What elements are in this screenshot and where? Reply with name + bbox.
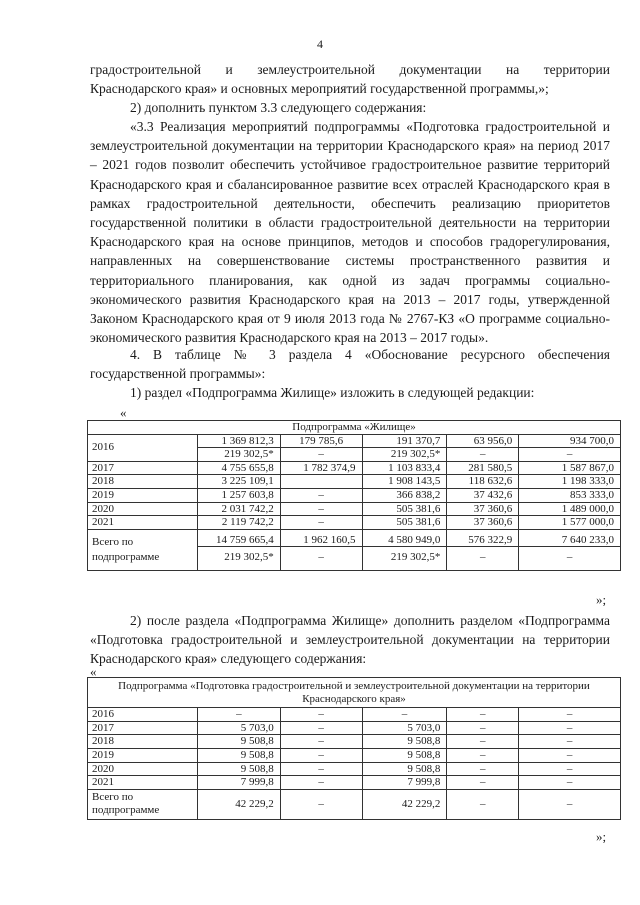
text-item-2-add-point: 2) дополнить пунктом 3.3 следующего содержания: xyxy=(130,100,427,115)
text-line-2: Краснодарского края» и основных мероприятий государственной программы,»; xyxy=(90,81,549,96)
table-row: 2016 – – – – – xyxy=(88,708,621,722)
table-total-row: 219 302,5* – 219 302,5* – – xyxy=(88,547,621,571)
paragraph-item-4: 4. В таблице № 3 раздела 4 «Обоснование ресурсного обеспечения государственной программы»: xyxy=(90,347,610,382)
text-item-1-housing: 1) раздел «Подпрограмма Жилище» изложить в следующей редакции: xyxy=(130,385,535,400)
table-total-row: Всего по подпрограмме 42 229,2 – 42 229,2 – – xyxy=(88,789,621,819)
table-row: 219 302,5* – 219 302,5* – – xyxy=(88,448,621,462)
table-row: 2021 7 999,8 – 7 999,8 – – xyxy=(88,776,621,790)
close-quote-1: »; xyxy=(596,592,607,607)
table-row: 2020 2 031 742,2 – 505 381,6 37 360,6 1 489 000,0 xyxy=(88,502,621,516)
page-number: 4 xyxy=(317,37,323,51)
close-quote-2: »; xyxy=(596,829,607,844)
table-row: 2018 3 225 109,1 1 908 143,5 118 632,6 1 198 333,0 xyxy=(88,475,621,489)
open-quote-1: « xyxy=(120,405,127,420)
table-row: 2018 9 508,8 – 9 508,8 – – xyxy=(88,735,621,749)
open-quote-2: « xyxy=(90,664,97,679)
housing-subprogram-table xyxy=(87,420,621,571)
table2-title: Подпрограмма «Подготовка градостроительной и землеустроительной документации на территории Краснодарского края» xyxy=(88,678,621,708)
paragraph-3-3: «3.3 Реализация мероприятий подпрограммы «Подготовка градостроительной и землеустроительной документации на территории Краснодарского края» на период 2017 – 2021 годов позволит обеспечить устойчивое градостроительное развитие территорий Краснодарского края и сбалансированное развитие всех отраслей Краснодарского края в рамках градостроительной деятельности, обеспечить реализацию приоритетов государственной политики в области градостроительной деятельности на территории Краснодарского края на основе принципов, методов и способов градорегулирования, направленных на совершенствование системы пространственного развития и территориального планирования, как одной из задач программы социально-экономического развития Краснодарского края на 2013 – 2017 годы, утвержденной Законом Краснодарского края от 9 июля 2013 года № 2767-КЗ «О программе социально-экономического развития Краснодарского края на 2013 – 2017 годы». xyxy=(90,119,610,346)
table-row: 2016 1 369 812,3 179 785,6 191 370,7 63 956,0 934 700,0 xyxy=(88,434,621,448)
table-total-row: Всего по подпрограмме 14 759 665,4 1 962 160,5 4 580 949,0 576 322,9 7 640 233,0 xyxy=(88,529,621,547)
table-row: 2017 5 703,0 – 5 703,0 – – xyxy=(88,721,621,735)
table-row: 2019 9 508,8 – 9 508,8 – – xyxy=(88,748,621,762)
table-row: 2021 2 119 742,2 – 505 381,6 37 360,6 1 577 000,0 xyxy=(88,516,621,530)
table-row: 2017 4 755 655,8 1 782 374,9 1 103 833,4 281 580,5 1 587 867,0 xyxy=(88,461,621,475)
paragraph-item-2-add-section: 2) после раздела «Подпрограмма Жилище» дополнить разделом «Подпрограмма «Подготовка градостроительной и землеустроительной документации на территории Краснодарского края» следующего содержания: xyxy=(90,613,610,667)
text-line-1: градостроительной и землеустроительной документации на территории xyxy=(90,62,610,77)
table1-title: Подпрограмма «Жилище» xyxy=(88,421,621,435)
table-row: 2020 9 508,8 – 9 508,8 – – xyxy=(88,762,621,776)
urban-planning-subprogram-table xyxy=(87,677,621,820)
table-row: 2019 1 257 603,8 – 366 838,2 37 432,6 853 333,0 xyxy=(88,488,621,502)
